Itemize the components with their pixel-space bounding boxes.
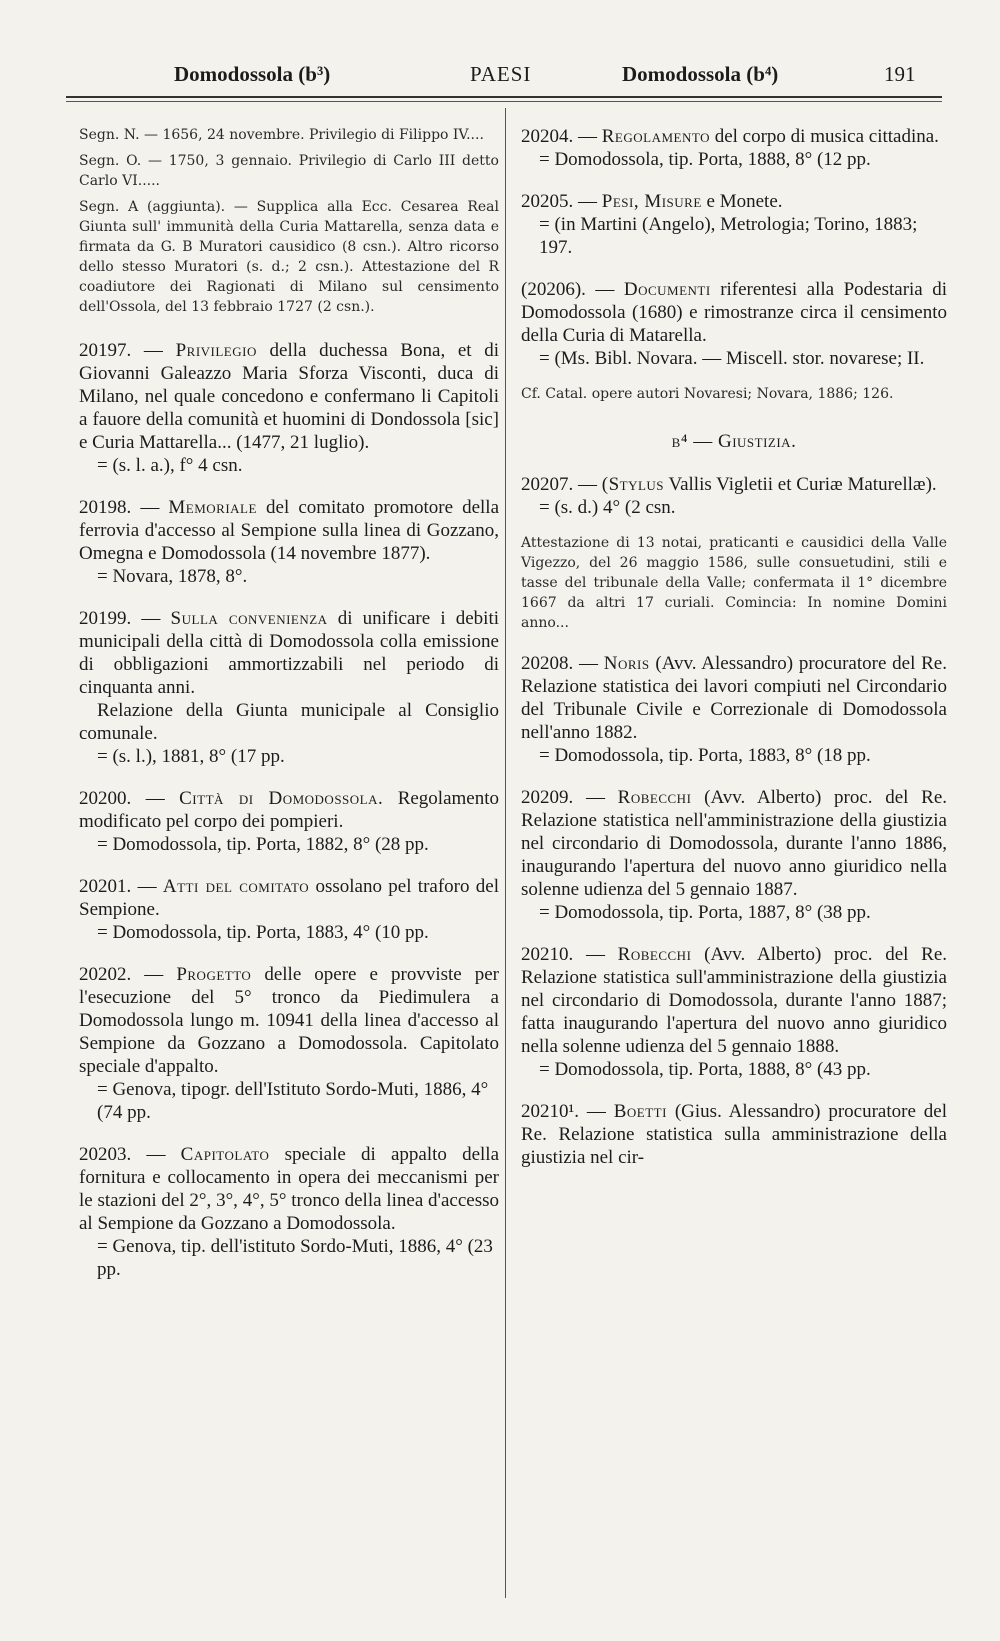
entry-20206 xyxy=(521,278,947,404)
entry-20210-1 xyxy=(521,1100,947,1169)
entry-number: 20198. xyxy=(79,497,132,518)
entry-imprint: = (s. l. a.), f° 4 csn. xyxy=(97,455,243,476)
entry-20200 xyxy=(79,787,499,856)
page-number: 191 xyxy=(884,62,916,86)
entry-heading: Atti del comitato xyxy=(162,876,310,897)
entry-reference: Cf. Catal. opere autori Novaresi; Novara, 1886; 126. xyxy=(521,386,894,402)
entry-20197 xyxy=(79,339,499,477)
entry-body: (Avv. Alessandro) procuratore del Re. Relazione statistica dei lavori compiuti nel Circondario del Tribunale Civile e Correzionale di Domodossola nell'anno 1882. xyxy=(521,653,947,743)
entry-imprint: = (Ms. Bibl. Novara. — Miscell. stor. novarese; II. xyxy=(539,348,925,369)
entry-number: 20205. xyxy=(521,191,574,212)
entry-number: (20206). xyxy=(521,279,586,300)
entry-imprint: = Domodossola, tip. Porta, 1883, 8° (18 pp. xyxy=(539,745,871,766)
entry-imprint: = Genova, tipogr. dell'Istituto Sordo-Muti, 1886, 4° (74 pp. xyxy=(97,1079,489,1123)
entry-number: 20210. xyxy=(521,944,574,965)
entry-body: (Avv. Alberto) proc. del Re. Relazione statistica nell'amministrazione della giustizia nel circondario di Domodossola, durante l'anno 1886, inaugurando l'apertura del nuovo anno giuridico nella solenne udienza del 5 gennaio 1887. xyxy=(521,787,948,900)
entry-imprint: = Domodossola, tip. Porta, 1883, 4° (10 pp. xyxy=(97,922,429,943)
section-heading xyxy=(521,430,947,453)
entry-text: 20209. — Robecchi (Avv. Alberto) proc. del Re. Relazione statistica nell'amministrazione della giustizia nel circondario di Domodossola, durante l'anno 1886, inaugurando l'apertura del nuovo anno giuridico nella solenne udienza del 5 gennaio 1887. xyxy=(521,787,948,900)
entry-text: 20204. — Regolamento del corpo di musica cittadina. xyxy=(521,126,939,147)
entry-text: 20208. — Noris (Avv. Alessandro) procuratore del Re. Relazione statistica dei lavori compiuti nel Circondario del Tribunale Civile e Correzionale di Domodossola nell'anno 1882. xyxy=(521,653,947,743)
entry-number: 20208. xyxy=(521,653,574,674)
entry-body: speciale di appalto della fornitura e collocamento in opera dei meccanismi per le stazioni del 2°, 3°, 4°, 5° tronco della linea d'accesso al Sempione da Gozzano a Domodossola. xyxy=(79,1144,500,1234)
right-column xyxy=(521,125,947,1169)
entry-number: 20197. xyxy=(79,340,132,361)
entry-imprint: = (in Martini (Angelo), Metrologia; Torino, 1883; 197. xyxy=(539,214,918,258)
entry-body: delle opere e provviste per l'esecuzione del 5° tronco da Piedimulera a Domodossola lungo m. 10941 della linea d'accesso al Sempione da Gozzano a Domodossola. Capitolato speciale d'appalto. xyxy=(79,964,499,1077)
entry-body: della duchessa Bona, et di Giovanni Galeazzo Maria Sforza Visconti, duca di Milano, nel quale concedono e confermano li Capitoli a fauore della comunità et huomini di Dondossola [sic] e Curia Mattarella... (1477, 21 luglio). xyxy=(79,340,500,453)
entry-imprint: = Domodossola, tip. Porta, 1887, 8° (38 pp. xyxy=(539,902,871,923)
entry-number: 20199. xyxy=(79,608,132,629)
entry-heading: Capitolato xyxy=(180,1144,270,1165)
entry-20205 xyxy=(521,190,947,259)
header-left: Domodossola (b³) xyxy=(174,62,331,86)
entry-body: riferentesi alla Podestaria di Domodossola (1680) e rimostranze circa il censimento della Curia di Matarella. xyxy=(521,279,947,346)
entry-heading: Robecchi xyxy=(617,787,692,808)
header-right: Domodossola (b⁴) xyxy=(622,62,779,86)
entry-20201 xyxy=(79,875,499,944)
entry-heading: Robecchi xyxy=(617,944,692,965)
header-center: PAESI xyxy=(470,62,532,86)
entry-heading: Sulla convenienza xyxy=(170,608,328,629)
entry-heading: Città di Domodossola. xyxy=(179,788,384,809)
entry-imprint: = (s. l.), 1881, 8° (17 pp. xyxy=(97,746,285,767)
entry-number: 20204. xyxy=(521,126,574,147)
entry-number: 20201. xyxy=(79,876,132,897)
entry-imprint: = (s. d.) 4° (2 csn. xyxy=(539,497,676,518)
entry-20199 xyxy=(79,607,499,768)
entry-text: 20201. — Atti del comitato ossolano pel traforo del Sempione. xyxy=(79,876,500,920)
entry-number: 20207. xyxy=(521,474,574,495)
entry-text: 20205. — Pesi, Misure e Monete. xyxy=(521,191,783,212)
entry-20209 xyxy=(521,786,947,924)
entry-20203 xyxy=(79,1143,499,1281)
entry-heading: Pesi, Misure xyxy=(601,191,702,212)
entry-body: di unificare i debiti municipali della città di Domodossola colla emissione di obbligazioni ammortizzabili nel periodo di cinquanta anni. xyxy=(79,608,500,698)
entry-20207 xyxy=(521,473,947,633)
entry-20202 xyxy=(79,963,499,1124)
entry-heading: Regolamento xyxy=(601,126,710,147)
running-header xyxy=(66,58,942,98)
entry-imprint: = Domodossola, tip. Porta, 1888, 8° (12 pp. xyxy=(539,149,871,170)
entry-20204 xyxy=(521,125,947,171)
entry-body: e Monete. xyxy=(706,191,783,212)
column-divider xyxy=(505,108,506,1598)
header-rule-thick xyxy=(66,96,942,98)
entry-text: 20199. — Sulla convenienza di unificare i debiti municipali della città di Domodossola colla emissione di obbligazioni ammortizzabili nel periodo di cinquanta anni. xyxy=(79,608,500,698)
entry-number: 20202. xyxy=(79,964,132,985)
entry-text: 20207. — (Stylus Vallis Vigletii et Curiæ Maturellæ). xyxy=(521,474,937,495)
entry-20198 xyxy=(79,496,499,588)
entry-body: (Avv. Alberto) proc. del Re. Relazione statistica sull'amministrazione della giustizia nel circondario di Domodossola, durante l'anno 1887; fatta inaugurando l'apertura del nuovo anno giuridico nella solenne udienza del 5 gennaio 1888. xyxy=(521,944,948,1057)
entry-number: 20209. xyxy=(521,787,574,808)
entry-text: 20200. — Città di Domodossola. Regolamento modificato pel corpo dei pompieri. xyxy=(79,788,499,832)
entry-text: (20206). — Documenti riferentesi alla Podestaria di Domodossola (1680) e rimostranze circa il censimento della Curia di Matarella. xyxy=(521,279,947,346)
note-segn-n: Segn. N. — 1656, 24 novembre. Privilegio di Filippo IV.... xyxy=(79,127,484,143)
entry-note: Attestazione di 13 notai, praticanti e causidici della Valle Vigezzo, del 26 maggio 1586, sulle consuetudini, stili e tasse del tribunale della Valle; confermata il 1° dicembre 1667 da altri 17 curiali. Comincia: In nomine Domini anno... xyxy=(521,535,947,631)
entry-text: 20197. — Privilegio della duchessa Bona, et di Giovanni Galeazzo Maria Sforza Visconti, duca di Milano, nel quale concedono e confermano li Capitoli a fauore della comunità et huomini di Dondossola [sic] e Curia Mattarella... (1477, 21 luglio). xyxy=(79,340,500,453)
entry-heading: Boetti xyxy=(613,1101,667,1122)
entry-number: 20203. xyxy=(79,1144,132,1165)
entry-imprint: = Novara, 1878, 8°. xyxy=(97,566,248,587)
entry-heading: Progetto xyxy=(176,964,252,985)
entry-20208 xyxy=(521,652,947,767)
entry-body: del comitato promotore della ferrovia d'accesso al Sempione sulla linea di Gozzano, Omegna e Domodossola (14 novembre 1877). xyxy=(79,497,500,564)
section-heading-text: b⁴ — Giustizia. xyxy=(671,431,797,452)
left-column xyxy=(79,125,499,1281)
entry-heading: Privilegio xyxy=(175,340,257,361)
entry-number: 20200. xyxy=(79,788,132,809)
entry-number: 20210¹. xyxy=(521,1101,579,1122)
entry-extra: Relazione della Giunta municipale al Consiglio comunale. xyxy=(79,700,499,744)
entry-text: 20198. — Memoriale del comitato promotore della ferrovia d'accesso al Sempione sulla linea di Gozzano, Omegna e Domodossola (14 novembre 1877). xyxy=(79,497,500,564)
entry-imprint: = Genova, tip. dell'istituto Sordo-Muti, 1886, 4° (23 pp. xyxy=(97,1236,493,1280)
header-rule-thin xyxy=(66,101,942,102)
entry-body: del corpo di musica cittadina. xyxy=(714,126,939,147)
note-segn-a: Segn. A (aggiunta). — Supplica alla Ecc. Cesarea Real Giunta sull' immunità della Curia Mattarella, senza data e firmata da G. B Muratori causidico (8 csn.). Altro ricorso dello stesso Muratori (s. d.; 2 csn.). Attestazione del R coadiutore dei Ragionati di Milano sul censimento dell'Ossola, del 13 febbraio 1727 (2 csn.). xyxy=(79,199,499,315)
entry-heading: (Stylus xyxy=(601,474,665,495)
note-segn-o: Segn. O. — 1750, 3 gennaio. Privilegio di Carlo III detto Carlo VI..... xyxy=(79,153,499,189)
entry-text: 20203. — Capitolato speciale di appalto della fornitura e collocamento in opera dei meccanismi per le stazioni del 2°, 3°, 4°, 5° tronco della linea d'accesso al Sempione da Gozzano a Domodossola. xyxy=(79,1144,500,1234)
entry-imprint: = Domodossola, tip. Porta, 1882, 8° (28 pp. xyxy=(97,834,429,855)
entry-text: 20210¹. — Boetti (Gius. Alessandro) procuratore del Re. Relazione statistica sulla amministrazione della giustizia nel cir- xyxy=(521,1101,948,1168)
entry-body: ossolano pel traforo del Sempione. xyxy=(79,876,500,920)
entry-20210 xyxy=(521,943,947,1081)
entry-imprint: = Domodossola, tip. Porta, 1888, 8° (43 pp. xyxy=(539,1059,871,1080)
entry-heading: Documenti xyxy=(623,279,711,300)
entry-text: 20202. — Progetto delle opere e provviste per l'esecuzione del 5° tronco da Piedimulera a Domodossola lungo m. 10941 della linea d'accesso al Sempione da Gozzano a Domodossola. Capitolato speciale d'appalto. xyxy=(79,964,499,1077)
entry-heading: Noris xyxy=(603,653,650,674)
entry-text: 20210. — Robecchi (Avv. Alberto) proc. del Re. Relazione statistica sull'amministrazione della giustizia nel circondario di Domodossola, durante l'anno 1887; fatta inaugurando l'apertura del nuovo anno giuridico nella solenne udienza del 5 gennaio 1888. xyxy=(521,944,948,1057)
entry-heading: Memoriale xyxy=(168,497,257,518)
entry-body: Regolamento modificato pel corpo dei pompieri. xyxy=(79,788,499,832)
entry-body: (Gius. Alessandro) procuratore del Re. Relazione statistica sulla amministrazione della giustizia nel cir- xyxy=(521,1101,948,1168)
entry-body: Vallis Vigletii et Curiæ Maturellæ). xyxy=(668,474,937,495)
